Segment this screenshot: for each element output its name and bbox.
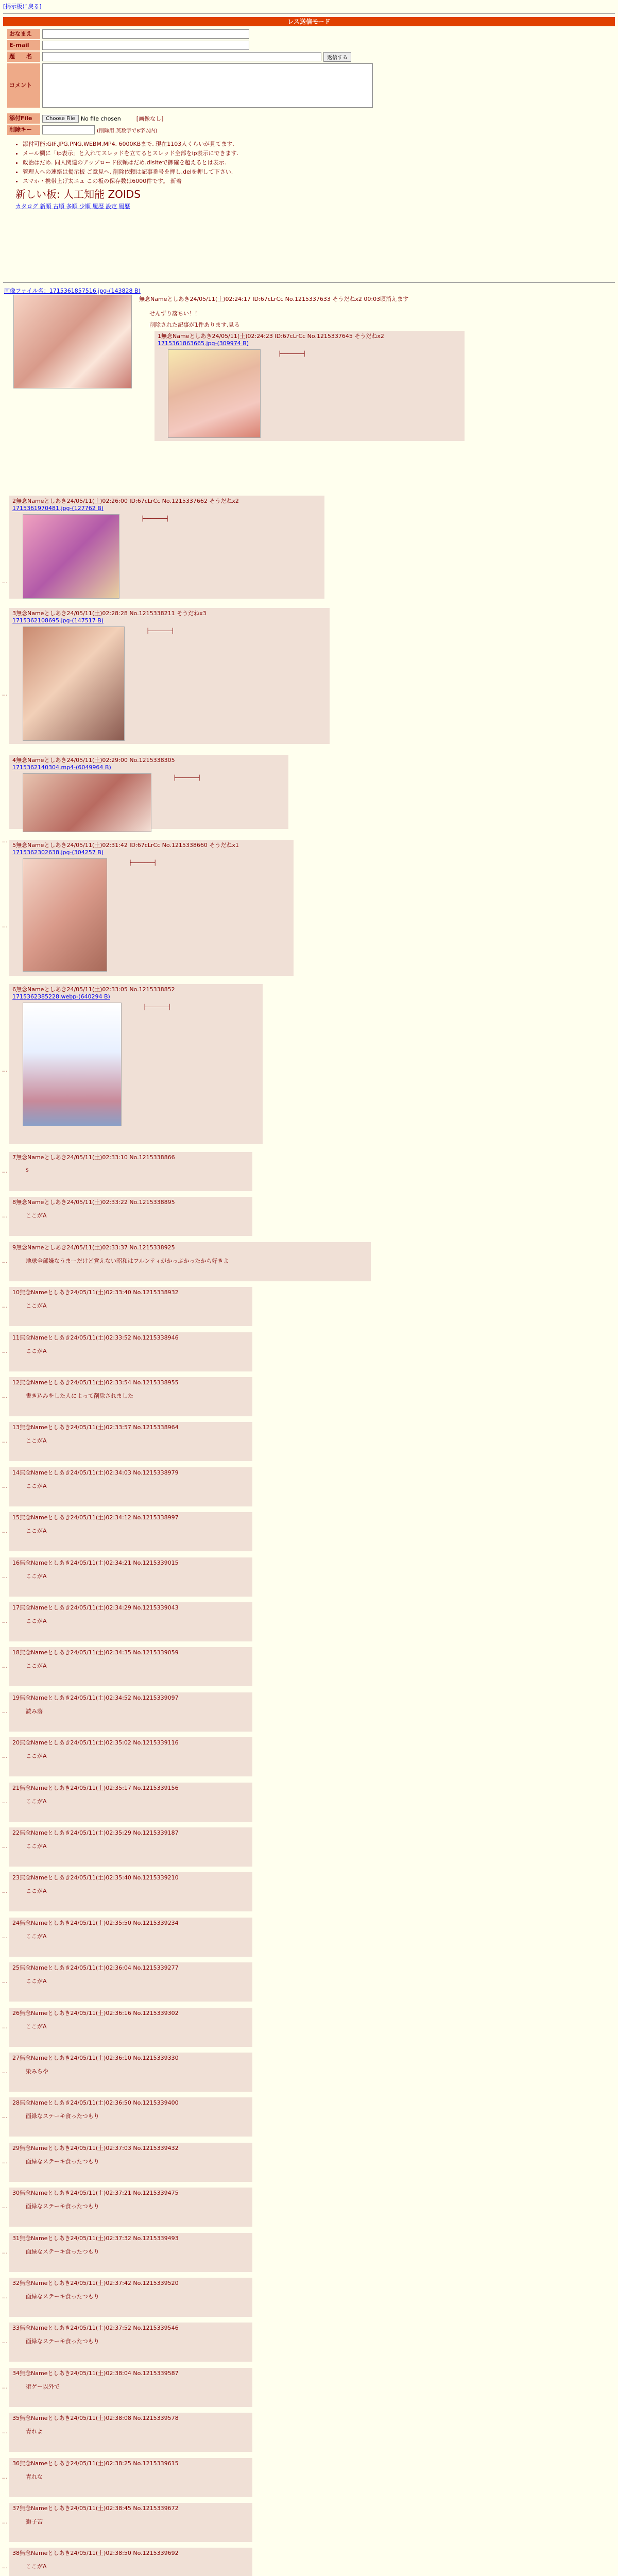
reply-gutter: … — [2, 2068, 8, 2075]
reply-header: 1無念Nameとしあき24/05/11(土)02:24:23 ID:67cLrCc No.1215337645 そうだねx2 — [158, 333, 384, 340]
reply-body: ここがA — [26, 1528, 47, 1535]
reply-post — [9, 2053, 252, 2092]
reply-body: ここがA — [26, 1663, 47, 1670]
reply-gutter: … — [2, 1843, 8, 1850]
reply-header: 30無念Nameとしあき24/05/11(土)02:37:21 No.1215339475 — [12, 2190, 179, 2197]
reply-gutter: … — [2, 1066, 8, 1073]
reply-header: 26無念Nameとしあき24/05/11(土)02:36:16 No.1215339302 — [12, 2009, 179, 2016]
reply-header: 27無念Nameとしあき24/05/11(土)02:36:10 No.1215339330 — [12, 2055, 179, 2061]
reply-post — [9, 1557, 252, 1597]
reply-thumbnail[interactable] — [23, 1003, 122, 1126]
reply-body: 獅子苦 — [26, 2518, 43, 2525]
reply-post — [9, 840, 294, 976]
reply-gutter: … — [2, 578, 8, 585]
reply-body: 書き込みをした人によって削除されました — [26, 1393, 133, 1399]
reply-body: ここがA — [26, 1798, 47, 1805]
reply-gutter: … — [2, 1302, 8, 1310]
reply-post — [9, 2008, 252, 2047]
reply-post — [9, 984, 263, 1144]
reply-file-link[interactable]: 1715361863665.jpg-(309974 B) — [158, 340, 249, 347]
rule-item: • 添付可能:GIF,JPG,PNG,WEBM,MP4. 6000KBまで. 現在1103人くらいが見てます. — [23, 140, 618, 148]
reply-body: 面緑なステーキ食ったつもり — [26, 2338, 99, 2345]
op-line2: 削除された記事が1件あります.見る — [149, 321, 240, 328]
reply-header: 29無念Nameとしあき24/05/11(土)02:37:03 No.1215339432 — [12, 2144, 179, 2151]
reply-body: ここがA — [26, 1437, 47, 1445]
op-post — [4, 286, 612, 328]
reply-body: 染みちや — [26, 2068, 48, 2075]
reply-header: 19無念Nameとしあき24/05/11(土)02:34:52 No.1215339097 — [12, 1694, 179, 1701]
reply-header: 17無念Nameとしあき24/05/11(土)02:34:29 No.1215339043 — [12, 1604, 179, 1611]
reply-post — [9, 2368, 252, 2407]
reply-header: 24無念Nameとしあき24/05/11(土)02:35:50 No.1215339234 — [12, 1919, 179, 1926]
reply-post — [9, 2323, 252, 2362]
reply-gutter: … — [2, 1482, 8, 1489]
reply-post — [9, 496, 324, 599]
reply-header: 10無念Nameとしあき24/05/11(土)02:33:40 No.1215338932 — [12, 1289, 179, 1296]
reply-header: 16無念Nameとしあき24/05/11(土)02:34:21 No.1215339015 — [12, 1559, 179, 1566]
reply-post — [9, 2503, 252, 2542]
reply-header: 14無念Nameとしあき24/05/11(土)02:34:03 No.1215338979 — [12, 1469, 179, 1476]
reply-body: ここがA — [26, 1843, 47, 1850]
new-board-links[interactable]: 新しい板: 人工知能 ZOIDS — [15, 188, 141, 200]
reply-header: 38無念Nameとしあき24/05/11(土)02:38:50 No.1215339692 — [12, 2550, 179, 2557]
reply-header: 15無念Nameとしあき24/05/11(土)02:34:12 No.1215338997 — [12, 1514, 179, 1521]
reply-body: ここがA — [26, 1618, 47, 1624]
reply-post — [9, 2143, 252, 2182]
reply-post — [9, 2458, 252, 2497]
name-label: おなまえ — [7, 29, 40, 39]
subject-label: 題 名 — [7, 52, 40, 62]
reply-body: ここがA — [26, 2563, 47, 2570]
reply-gutter: … — [2, 1212, 8, 1219]
reply-post — [9, 2278, 252, 2317]
reply-gutter: … — [2, 922, 8, 929]
reply-body: ここがA — [26, 1978, 47, 1985]
reply-post — [9, 1872, 252, 1911]
submit-button[interactable]: 返信する — [323, 52, 351, 62]
reply-body: 面緑なステーキ食ったつもり — [26, 2293, 99, 2300]
reply-gutter: … — [2, 1528, 8, 1535]
reply-gutter: … — [2, 1798, 8, 1805]
reply-gutter: … — [2, 1978, 8, 1985]
reply-post — [9, 1737, 252, 1776]
reply-file-link[interactable]: 1715362385228.webp-(640294 B) — [12, 993, 110, 1000]
reply-header: 20無念Nameとしあき24/05/11(土)02:35:02 No.1215339116 — [12, 1739, 179, 1747]
reply-post — [9, 1602, 252, 1641]
file-label: 添付File — [7, 113, 40, 124]
divider — [3, 282, 615, 283]
reply-gutter: … — [2, 2158, 8, 2165]
reply-body: ここがA — [26, 2023, 47, 2030]
reply-post — [9, 1197, 252, 1236]
reply-post — [9, 2233, 252, 2272]
reply-body: 術ゲー以外で — [26, 2383, 60, 2390]
email-label: E-mail — [7, 40, 40, 50]
reply-post — [9, 2548, 252, 2576]
delkey-hint: (削除用.英数字で8字以内) — [97, 128, 158, 134]
reply-post — [9, 1783, 252, 1822]
reply-thumbnail[interactable] — [23, 626, 125, 741]
reply-gutter: … — [2, 2473, 8, 2480]
rule-item: • 政治はだめ. 同人関連のアップロード依頼はだめ.dlsiteで御確を超えるとは表示. — [23, 158, 618, 166]
reply-header: 35無念Nameとしあき24/05/11(土)02:38:08 No.1215339578 — [12, 2415, 179, 2422]
reply-gutter: … — [2, 1257, 8, 1264]
reply-body: ここがA — [26, 1302, 47, 1310]
comment-label: コメント — [7, 63, 40, 108]
reply-thumbnail[interactable] — [23, 858, 107, 972]
reply-gutter: … — [2, 1347, 8, 1354]
top-bar — [0, 0, 618, 13]
reply-gutter: … — [2, 1753, 8, 1760]
reply-body: ここがA — [26, 1212, 47, 1219]
file-status: No file chosen — [80, 115, 121, 122]
reply-body: 面緑なステーキ食ったつもり — [26, 2158, 99, 2165]
reply-body: ここがA — [26, 1933, 47, 1940]
reply-header: 5無念Nameとしあき24/05/11(土)02:31:42 ID:67cLrCc No.1215338660 そうだねx1 — [12, 842, 239, 849]
delkey-label: 削除キー — [7, 125, 40, 135]
reply-gutter: … — [2, 1618, 8, 1624]
reply-header: 22無念Nameとしあき24/05/11(土)02:35:29 No.1215339187 — [12, 1829, 179, 1836]
reply-post — [9, 608, 330, 744]
reply-gutter: … — [2, 2338, 8, 2345]
reply-post — [9, 2097, 252, 2137]
reply-header: 33無念Nameとしあき24/05/11(土)02:37:52 No.1215339546 — [12, 2325, 179, 2332]
reply-file-link[interactable]: 1715362302638.jpg-(304257 B) — [12, 849, 104, 856]
reply-post — [9, 1422, 252, 1461]
reply-header: 28無念Nameとしあき24/05/11(土)02:36:50 No.1215339400 — [12, 2099, 179, 2107]
reply-thumbnail[interactable] — [23, 514, 119, 599]
reply-gutter: … — [2, 690, 8, 697]
reply-post — [9, 1827, 252, 1867]
reply-marker: ├───────┤ — [129, 860, 157, 866]
reply-header: 3無念Nameとしあき24/05/11(土)02:28:28 No.1215338211 そうだねx3 — [12, 610, 207, 617]
reply-body: 地球全部嫌なうまーだけど覚えない昭和はフルンティがかっぷかったから好きよ — [26, 1257, 229, 1264]
reply-body: 青れよ — [26, 2428, 43, 2435]
reply-gutter: … — [2, 2428, 8, 2435]
reply-post — [9, 1918, 252, 1957]
reply-thumbnail[interactable] — [168, 349, 261, 438]
name-input[interactable] — [42, 29, 249, 39]
reply-gutter: … — [2, 1888, 8, 1895]
reply-body: ここがA — [26, 1753, 47, 1760]
op-file-link[interactable]: 画像ファイル名：1715361857516.jpg-(143828 B) — [4, 287, 141, 294]
subject-input[interactable] — [42, 52, 321, 61]
reply-gutter: … — [2, 2293, 8, 2300]
reply-header: 31無念Nameとしあき24/05/11(土)02:37:32 No.1215339493 — [12, 2234, 179, 2242]
reply-post — [9, 1512, 252, 1551]
reply-gutter: … — [2, 1707, 8, 1715]
reply-post — [9, 1962, 252, 2002]
reply-body: ここがA — [26, 1482, 47, 1489]
reply-header: 11無念Nameとしあき24/05/11(土)02:33:52 No.1215338946 — [12, 1334, 179, 1341]
reply-gutter: … — [2, 2023, 8, 2030]
rules-list — [15, 140, 618, 210]
reply-header: 9無念Nameとしあき24/05/11(土)02:33:37 No.1215338925 — [12, 1244, 175, 1251]
reply-header: 25無念Nameとしあき24/05/11(土)02:36:04 No.1215339277 — [12, 1964, 179, 1972]
reply-body: 面緑なステーキ食ったつもり — [26, 2248, 99, 2255]
reply-body: 青れな — [26, 2473, 43, 2480]
comment-textarea[interactable] — [42, 63, 373, 108]
reply-header: 34無念Nameとしあき24/05/11(土)02:38:04 No.1215339587 — [12, 2369, 179, 2377]
reply-marker: ├───────┤ — [278, 351, 306, 357]
reply-file-link[interactable]: 1715361970481.jpg-(127762 B) — [12, 505, 104, 512]
reply-gutter: … — [2, 2563, 8, 2570]
op-thumbnail[interactable] — [13, 295, 132, 388]
reply-gutter: … — [2, 837, 8, 844]
reply-marker: ├───────┤ — [146, 629, 175, 634]
reply-post — [9, 2413, 252, 2452]
reply-header: 32無念Nameとしあき24/05/11(土)02:37:42 No.1215339520 — [12, 2280, 179, 2286]
mode-banner: レス送信モード — [3, 17, 615, 26]
reply-header: 4無念Nameとしあき24/05/11(土)02:29:00 No.1215338305 — [12, 757, 175, 764]
reply-body: 面緑なステーキ食ったつもり — [26, 2113, 99, 2120]
choose-file-button[interactable]: Choose File — [42, 115, 79, 123]
no-image-checkbox[interactable]: [画像なし] — [136, 115, 164, 122]
back-to-board-link[interactable]: [掲示板に戻る] — [3, 3, 42, 10]
reply-post — [9, 1332, 252, 1371]
op-line1: せんずり落ちい！！ — [149, 310, 200, 317]
reply-post — [9, 1242, 371, 1281]
reply-post — [9, 1467, 252, 1506]
reply-header: 6無念Nameとしあき24/05/11(土)02:33:05 No.1215338852 — [12, 986, 175, 993]
reply-body: 面緑なステーキ食ったつもり — [26, 2203, 99, 2210]
reply-header: 12無念Nameとしあき24/05/11(土)02:33:54 No.1215338955 — [12, 1379, 179, 1386]
reply-header: 37無念Nameとしあき24/05/11(土)02:38:45 No.1215339672 — [12, 2505, 179, 2512]
reply-thumbnail[interactable] — [23, 773, 151, 832]
reply-gutter: … — [2, 1933, 8, 1940]
reply-marker: ├───────┤ — [173, 775, 201, 781]
reply-post — [9, 2188, 252, 2227]
reply-gutter: … — [2, 2248, 8, 2255]
reply-header: 2無念Nameとしあき24/05/11(土)02:26:00 ID:67cLrCc No.1215337662 そうだねx2 — [12, 498, 239, 504]
rule-item: • スマホ・携帯上げ太ニュ この板の保存数は6000件です。 新着 — [23, 177, 618, 185]
reply-file-link[interactable]: 1715362140304.mp4-(6049964 B) — [12, 764, 111, 771]
catalog-links[interactable]: カタログ 新順 古順 多順 少順 履歴 設定 履歴 — [15, 203, 130, 210]
reply-gutter: … — [2, 1393, 8, 1399]
reply-form — [7, 28, 618, 135]
reply-gutter: … — [2, 2113, 8, 2120]
reply-post — [9, 755, 288, 829]
rule-item: • メール欄に「ip表示」と入れてスレッドを立てるとスレッド全部をip表示にできます. — [23, 149, 618, 157]
reply-body: ここがA — [26, 1347, 47, 1354]
reply-post — [154, 331, 465, 441]
reply-post — [9, 1647, 252, 1686]
reply-header: 23無念Nameとしあき24/05/11(土)02:35:40 No.1215339210 — [12, 1874, 179, 1882]
reply-post — [9, 1692, 252, 1732]
reply-post — [9, 1287, 252, 1326]
reply-gutter: … — [2, 2203, 8, 2210]
divider — [3, 13, 615, 14]
reply-file-link[interactable]: 1715362108695.jpg-(147517 B) — [12, 617, 104, 624]
reply-body: 読み落 — [26, 1707, 43, 1715]
reply-header: 21無念Nameとしあき24/05/11(土)02:35:17 No.1215339156 — [12, 1784, 179, 1791]
reply-gutter: … — [2, 1437, 8, 1445]
reply-marker: ├───────┤ — [141, 516, 169, 522]
email-input[interactable] — [42, 41, 249, 50]
rule-item: • 管理人への連絡は掲示板 ご意見へ. 削除依頼は記事番号を押し.delを押して下さい. — [23, 167, 618, 176]
reply-post — [9, 1377, 252, 1416]
reply-gutter: … — [2, 1663, 8, 1670]
reply-marker: ├───────┤ — [143, 1005, 171, 1010]
op-file-line — [4, 286, 612, 295]
reply-header: 18無念Nameとしあき24/05/11(土)02:34:35 No.1215339059 — [12, 1649, 179, 1656]
reply-gutter: … — [2, 1572, 8, 1580]
reply-gutter: … — [2, 2518, 8, 2525]
reply-post — [9, 1152, 252, 1191]
reply-header: 7無念Nameとしあき24/05/11(土)02:33:10 No.1215338866 — [12, 1154, 175, 1161]
delkey-input[interactable] — [42, 125, 95, 134]
reply-header: 13無念Nameとしあき24/05/11(土)02:33:57 No.1215338964 — [12, 1424, 179, 1431]
reply-header: 8無念Nameとしあき24/05/11(土)02:33:22 No.1215338895 — [12, 1199, 175, 1206]
op-header: 無念Nameとしあき24/05/11(土)02:24:17 ID:67cLrCc No.1215337633 そうだねx2 00:03頃消えます — [139, 296, 409, 302]
reply-body: ここがA — [26, 1572, 47, 1580]
reply-gutter: … — [2, 2383, 8, 2390]
reply-body: s — [26, 1166, 29, 1173]
reply-body: ここがA — [26, 1888, 47, 1895]
reply-header: 36無念Nameとしあき24/05/11(土)02:38:25 No.1215339615 — [12, 2460, 179, 2467]
reply-gutter: … — [2, 1167, 8, 1174]
